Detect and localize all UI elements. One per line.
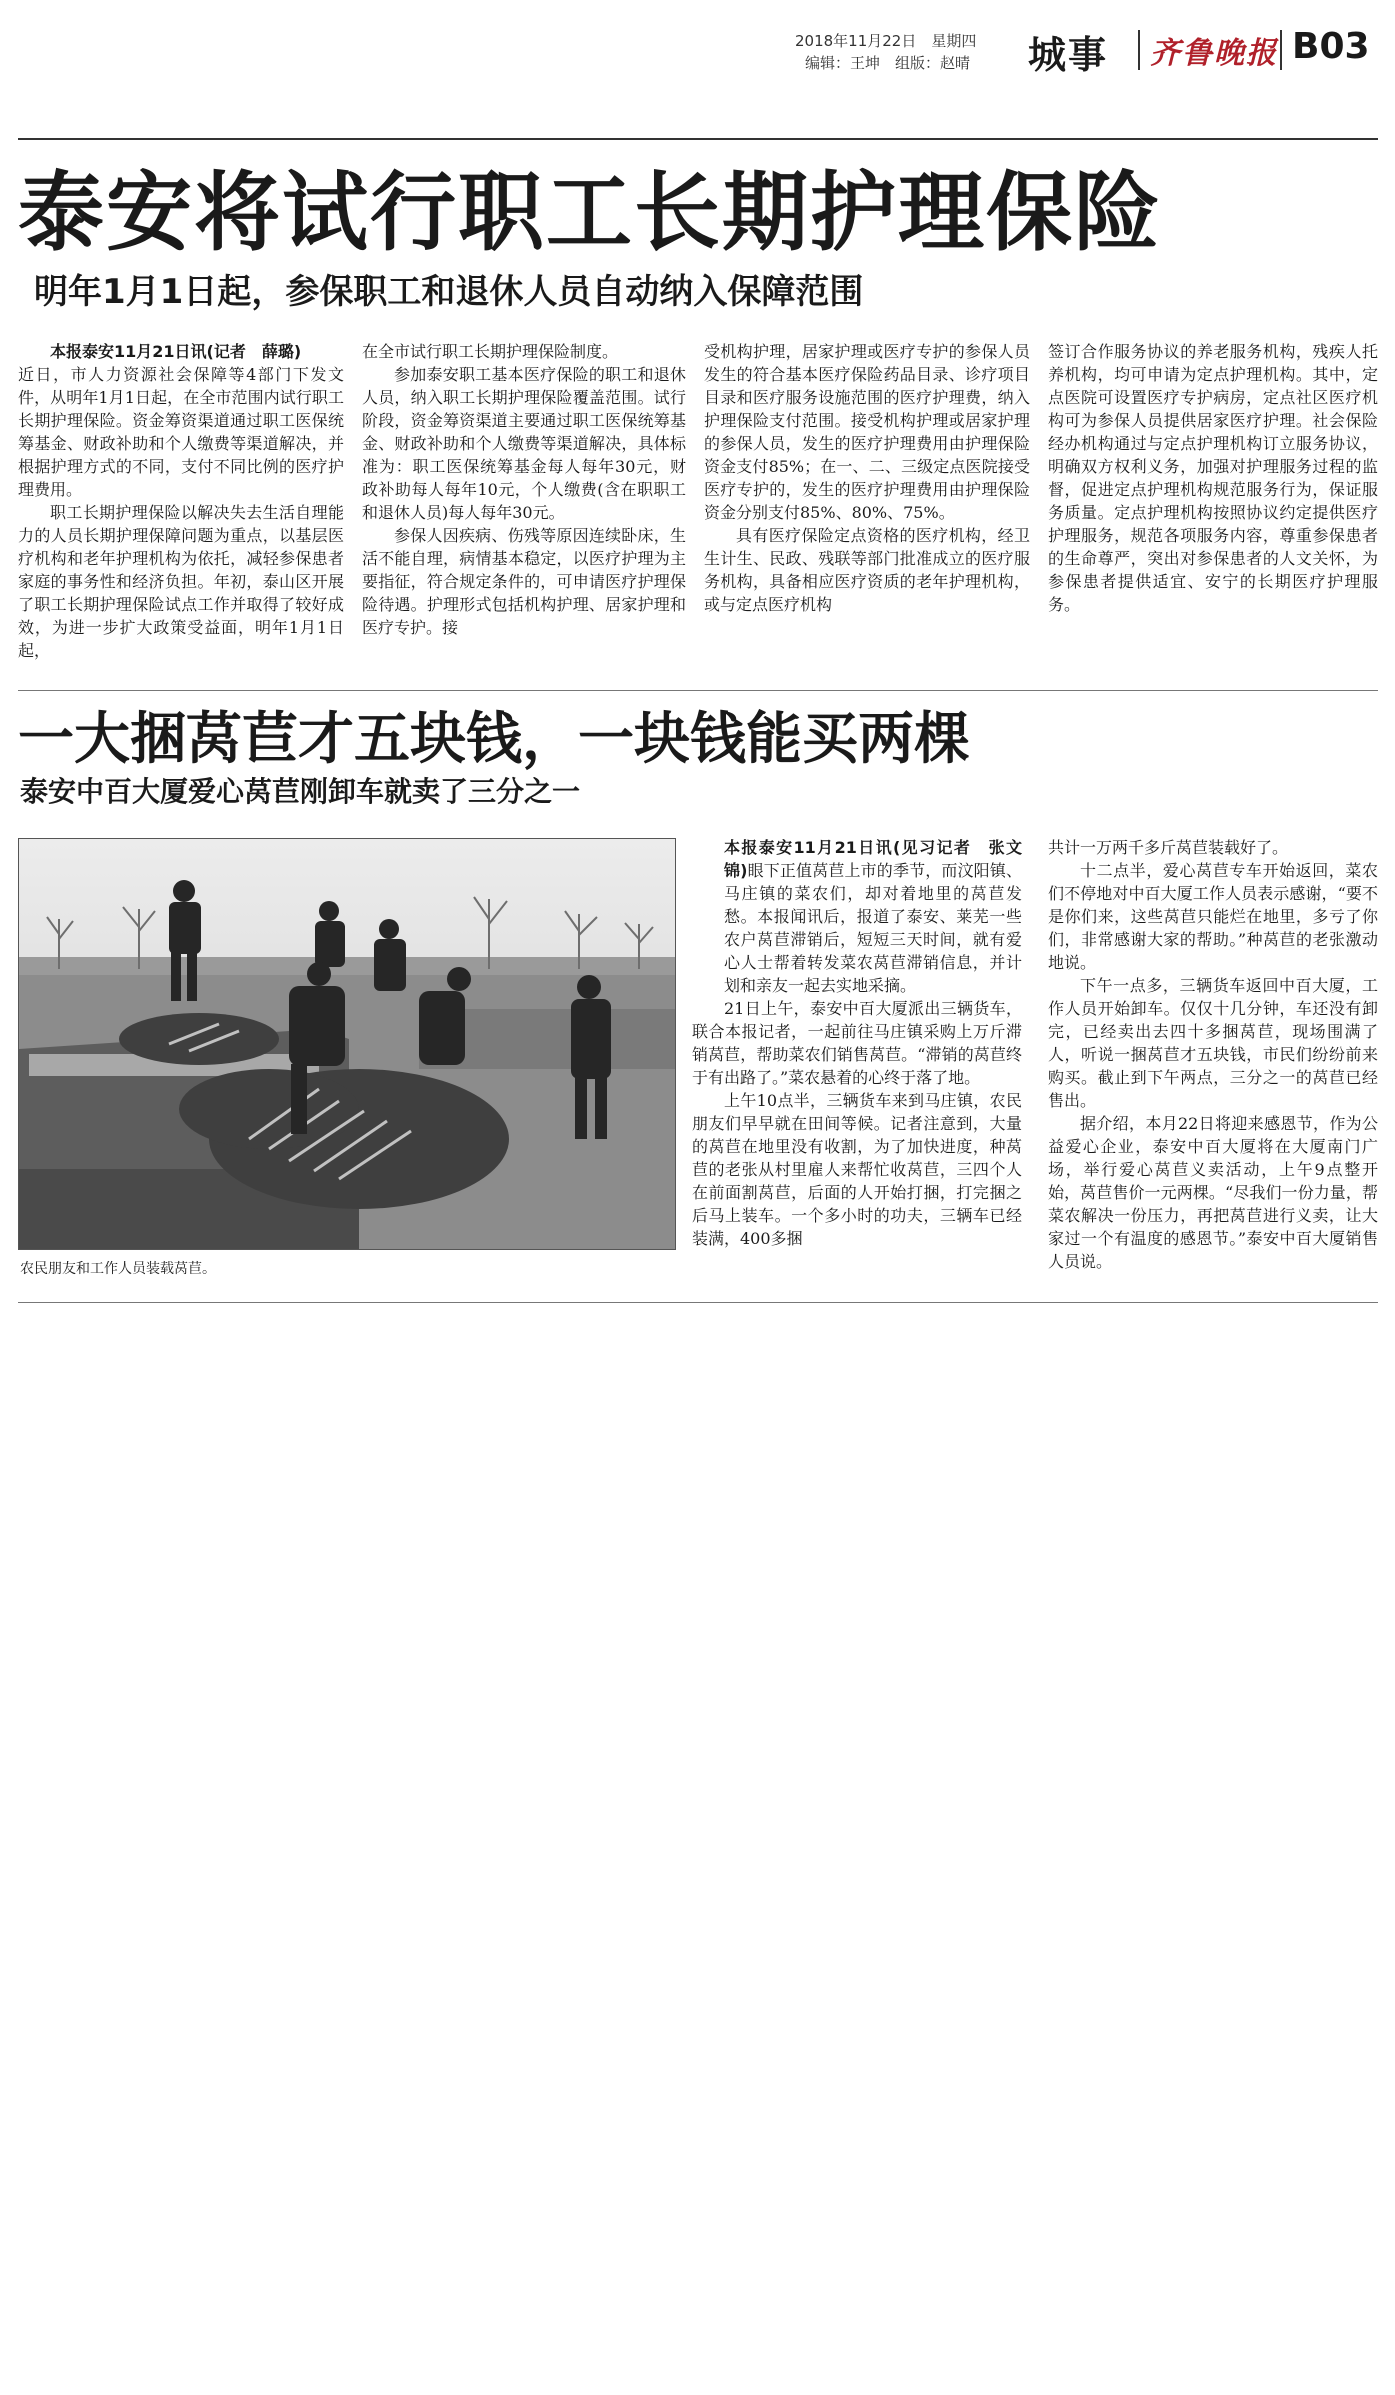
article2-byline: 本报泰安11月21日讯(见习记者 张文锦) — [724, 838, 1022, 880]
article2-headline: 一大捆莴苣才五块钱，一块钱能买两棵 — [18, 707, 970, 772]
article1-paragraph: 具有医疗保险定点资格的医疗机构，经卫生计生、民政、残联等部门批准成立的医疗服务机构，具备相应医疗资质的老年护理机构，或与定点医疗机构 — [704, 526, 1030, 614]
news-photo — [18, 838, 676, 1250]
masthead-divider — [1138, 30, 1140, 70]
article2-paragraph: 据介绍，本月22日将迎来感恩节，作为公益爱心企业，泰安中百大厦将在大厦南门广场，举行爱心莴苣义卖活动，上午9点整开始，莴苣售价一元两棵。“尽我们一份力量，帮菜农解决一份压力，再把莴苣进行义卖，让大家过一个有温度的感恩节。”泰安中百大厦销售人员说。 — [1048, 1114, 1378, 1271]
article1-paragraph: 参加泰安职工基本医疗保险的职工和退休人员，纳入职工长期护理保险覆盖范围。试行阶段，资金筹资渠道主要通过职工医保统筹基金、财政补助和个人缴费等渠道解决，具体标准为：职工医保统筹基金每人每年30元，财政补助每人每年10元，个人缴费(含在职职工和退休人员)每人每年30元。 — [362, 365, 686, 522]
article1-column-4 — [1048, 340, 1378, 670]
article1-column-3 — [704, 340, 1030, 670]
article2-paragraph: 21日上午，泰安中百大厦派出三辆货车，联合本报记者，一起前往马庄镇采购上万斤滞销莴苣，帮助菜农们销售莴苣。“滞销的莴苣终于有出路了。”菜农悬着的心终于落了地。 — [692, 999, 1022, 1087]
article1-headline: 泰安将试行职工长期护理保险 — [18, 163, 1162, 263]
article2-subheadline: 泰安中百大厦爱心莴苣刚卸车就卖了三分之一 — [20, 775, 581, 808]
article2-paragraph: 共计一万两千多斤莴苣装载好了。 — [1048, 838, 1289, 857]
editor-credit: 编辑：王坤 组版：赵晴 — [805, 54, 971, 72]
article2-column-2 — [1048, 836, 1378, 1286]
article1-paragraph: 在全市试行职工长期护理保险制度。 — [362, 342, 619, 361]
issue-date: 2018年11月22日 星期四 — [795, 32, 977, 50]
page-number: B03 — [1292, 26, 1370, 67]
top-rule — [18, 138, 1378, 140]
article2-paragraph: 上午10点半，三辆货车来到马庄镇，农民朋友们早早就在田间等候。记者注意到，大量的莴苣在地里没有收割，为了加快进度，种莴苣的老张从村里雇人来帮忙收莴苣，三四个人在前面割莴苣，后面的人开始打捆，打完捆之后马上装车。一个多小时的功夫，三辆车已经装满，400多捆 — [692, 1091, 1022, 1248]
article2-column-1 — [692, 836, 1022, 1286]
article2-paragraph: 眼下正值莴苣上市的季节，而汶阳镇、马庄镇的菜农们，却对着地里的莴苣发愁。本报闻讯后，报道了泰安、莱芜一些农户莴苣滞销后，短短三天时间，就有爱心人士帮着转发菜农莴苣滞销信息，并计划和亲友一起去实地采摘。 — [724, 861, 1022, 995]
bottom-rule — [18, 1302, 1378, 1303]
section-name: 城事 — [1028, 33, 1109, 77]
article1-paragraph: 职工长期护理保险以解决失去生活自理能力的人员长期护理保障问题为重点，以基层医疗机构和老年护理机构为依托，减轻参保患者家庭的事务性和经济负担。年初，泰山区开展了职工长期护理保险试点工作并取得了较好成效，为进一步扩大政策受益面，明年1月1日起， — [18, 503, 344, 660]
article1-paragraph: 近日，市人力资源社会保障等4部门下发文件，从明年1月1日起，在全市范围内试行职工长期护理保险。资金筹资渠道通过职工医保统筹基金、财政补助和个人缴费等渠道解决，并根据护理方式的不同，支付不同比例的医疗护理费用。 — [18, 365, 344, 499]
article1-column-2 — [362, 340, 686, 670]
newspaper-logo: 齐鲁晚报 — [1150, 36, 1278, 71]
photo-caption: 农民朋友和工作人员装载莴苣。 — [20, 1261, 216, 1277]
article1-paragraph: 参保人因疾病、伤残等原因连续卧床，生活不能自理，病情基本稳定，以医疗护理为主要指征，符合规定条件的，可申请医疗护理保险待遇。护理形式包括机构护理、居家护理和医疗专护。接 — [362, 526, 686, 637]
article1-paragraph: 签订合作服务协议的养老服务机构，残疾人托养机构，均可申请为定点护理机构。其中，定点医院可设置医疗专护病房，定点社区医疗机构可为参保人员提供居家医疗护理。社会保险经办机构通过与定点护理机构订立服务协议，明确双方权利义务，加强对护理服务过程的监督，促进定点护理机构规范服务行为，保证服务质量。定点护理机构按照协议约定提供医疗护理服务，规范各项服务内容，尊重参保患者的生命尊严，突出对参保患者的人文关怀，为参保患者提供适宜、安宁的长期医疗护理服务。 — [1048, 342, 1378, 614]
article1-column-1 — [18, 340, 344, 670]
article1-byline: 本报泰安11月21日讯(记者 薛璐) — [50, 342, 302, 361]
article2-paragraph: 下午一点多，三辆货车返回中百大厦，工作人员开始卸车。仅仅十几分钟，车还没有卸完，已经卖出去四十多捆莴苣，现场围满了人，听说一捆莴苣才五块钱，市民们纷纷前来购买。截止到下午两点，三分之一的莴苣已经售出。 — [1048, 976, 1378, 1110]
masthead — [0, 0, 1395, 90]
section-divider — [18, 690, 1378, 691]
article1-subheadline: 明年1月1日起，参保职工和退休人员自动纳入保障范围 — [34, 272, 864, 312]
article1-paragraph: 受机构护理，居家护理或医疗专护的参保人员发生的符合基本医疗保险药品目录、诊疗项目目录和医疗服务设施范围的医疗护理费，纳入护理保险支付范围。接受机构护理或居家护理的参保人员，发生的医疗护理费用由护理保险资金支付85%；在一、二、三级定点医院接受医疗专护的，发生的医疗护理费用由护理保险资金分别支付85%、80%、75%。 — [704, 342, 1030, 522]
masthead-divider — [1280, 30, 1282, 70]
article2-paragraph: 十二点半，爱心莴苣专车开始返回，菜农们不停地对中百大厦工作人员表示感谢，“要不是你们来，这些莴苣只能烂在地里，多亏了你们，非常感谢大家的帮助。”种莴苣的老张激动地说。 — [1048, 861, 1378, 972]
